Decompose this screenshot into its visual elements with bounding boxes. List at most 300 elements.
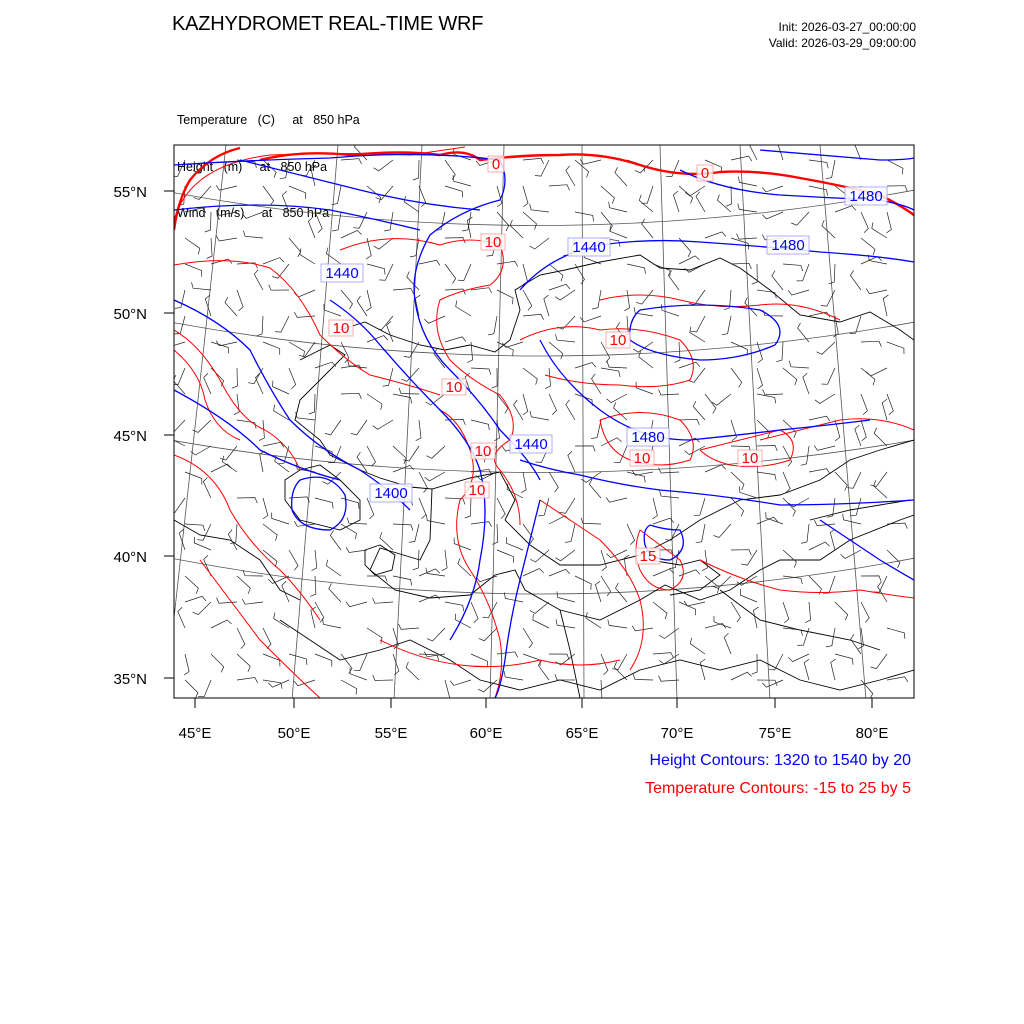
graticule [165, 145, 915, 700]
temperature-contours [174, 147, 914, 698]
wind-barb [462, 212, 471, 231]
wind-barb [399, 624, 420, 630]
wind-barb [275, 316, 289, 332]
wind-barb [367, 394, 382, 410]
wind-barb [835, 602, 848, 620]
wind-barb [289, 368, 296, 389]
wind-barb [685, 186, 705, 196]
wind-barb [738, 204, 757, 212]
wind-barb [610, 225, 627, 238]
wind-barb [237, 654, 250, 672]
field-height: Height (m) at 850 hPa [177, 159, 328, 174]
temperature-contour-label: 10 [741, 450, 759, 467]
wind-barb [409, 524, 419, 542]
wind-barb [614, 402, 627, 420]
wind-barb [749, 140, 757, 161]
wind-barb [809, 160, 828, 168]
wind-barb [263, 524, 277, 541]
wind-barb [801, 446, 809, 465]
wind-barb [185, 264, 202, 277]
wind-barb [854, 139, 861, 160]
wind-barb [225, 297, 237, 316]
wind-barb [731, 420, 737, 441]
wind-barb [178, 607, 185, 628]
wind-barb [456, 301, 471, 316]
wind-barb [822, 368, 836, 384]
wind-barb [757, 368, 763, 389]
wind-barb [601, 186, 614, 204]
wind-barb [184, 654, 189, 675]
wind-barb [887, 628, 905, 639]
wind-barb [679, 362, 700, 368]
wind-barb [738, 177, 757, 187]
wind-barb [272, 513, 290, 524]
lat-label: 35°N [113, 671, 147, 688]
wind-barb [684, 601, 705, 606]
wind-barb [627, 524, 635, 545]
wind-barb [393, 289, 414, 294]
wind-barb [726, 186, 732, 206]
wind-barb [861, 212, 868, 233]
lon-label: 45°E [178, 725, 212, 742]
wind-barb [374, 160, 393, 171]
wind-barb [419, 472, 427, 493]
wind-barb [533, 614, 549, 628]
wind-barb [850, 270, 861, 290]
lat-label: 40°N [113, 549, 147, 566]
wind-barb [282, 191, 289, 212]
wind-barb [874, 428, 887, 446]
wind-barb [425, 472, 445, 481]
wind-barb [804, 659, 809, 680]
wind-barb [530, 602, 549, 613]
wind-barb [373, 675, 393, 681]
wind-barb [580, 159, 601, 164]
wind-barb [753, 607, 758, 628]
wind-barb [826, 628, 835, 647]
wind-barb [783, 264, 803, 271]
wind-barb [427, 628, 445, 641]
lon-label: 65°E [565, 725, 599, 742]
wind-barb [601, 654, 608, 675]
wind-barb [606, 497, 627, 502]
wind-barb [379, 264, 393, 280]
wind-barb [257, 316, 264, 336]
wind-barb [668, 270, 679, 290]
wind-barb [366, 290, 371, 311]
wind-barb [263, 498, 268, 519]
wind-barb [675, 342, 681, 362]
wind-barb [380, 532, 393, 550]
wind-barb [514, 400, 523, 420]
wind-barb [776, 342, 783, 362]
wind-barb [757, 680, 777, 686]
wind-barb [627, 472, 645, 482]
wind-barb [861, 420, 866, 441]
wind-barb [346, 547, 367, 552]
wind-barb [523, 212, 537, 230]
wind-barb [607, 394, 627, 403]
wind-barb [341, 498, 359, 509]
wind-barb [887, 523, 907, 529]
wind-barb [465, 498, 471, 518]
temperature-contour-legend: Temperature Contours: -15 to 25 by 5 [645, 780, 911, 797]
wind-barb [332, 212, 341, 231]
wind-barb [315, 498, 333, 508]
wind-barb [544, 295, 549, 316]
wind-barb [549, 569, 570, 576]
wind-barb [731, 472, 744, 490]
wind-barb [204, 373, 211, 394]
wind-barb [289, 550, 298, 570]
wind-barb [185, 680, 198, 698]
height-contour-label: 1440 [514, 436, 548, 453]
wind-barb [653, 602, 667, 619]
wind-barb [636, 290, 653, 304]
lon-label: 50°E [277, 725, 311, 742]
wind-barb [762, 186, 783, 192]
wind-barb [724, 633, 731, 654]
wind-barb [632, 626, 653, 631]
wind-barb [406, 662, 419, 680]
wind-barb [829, 264, 835, 284]
wind-barb [294, 680, 315, 686]
wind-barb [169, 432, 185, 446]
wind-barb [861, 368, 875, 385]
wind-barb [714, 524, 732, 538]
wind-barb [404, 196, 419, 212]
wind-barb [809, 186, 828, 196]
wind-barb [565, 524, 575, 542]
wind-barb [341, 680, 357, 695]
wind-barb [523, 314, 544, 319]
wind-barb [185, 238, 200, 254]
wind-barb [312, 550, 317, 571]
wind-barb [523, 654, 540, 666]
wind-barb [549, 394, 557, 415]
wind-barb [232, 368, 238, 388]
wind-barb [442, 550, 447, 571]
wind-barb [783, 576, 802, 584]
wind-barb [575, 363, 596, 369]
wind-barb [690, 638, 705, 654]
wind-barb [861, 238, 875, 255]
wind-barb [416, 420, 421, 441]
wind-barb [814, 445, 835, 450]
wind-barb [471, 368, 491, 375]
wind-barb [523, 368, 537, 385]
wind-barb [445, 602, 464, 611]
wind-barb [521, 472, 526, 493]
wind-barb [731, 672, 752, 680]
wind-barb [591, 420, 601, 439]
wind-barb [642, 219, 653, 238]
wind-barb [722, 316, 731, 335]
wind-barb [887, 212, 892, 233]
wind-barb [211, 654, 224, 672]
wind-barb [861, 576, 881, 582]
wind-barb [315, 654, 332, 667]
wind-barb [636, 382, 653, 394]
wind-barb [175, 290, 185, 308]
wind-barb [185, 576, 198, 594]
wind-barb [641, 186, 653, 203]
boundaries [174, 255, 914, 698]
wind-barb [741, 550, 757, 565]
wind-barb [549, 342, 563, 359]
wind-barb [762, 680, 783, 687]
wind-barb [809, 469, 830, 474]
wind-barb [568, 451, 575, 472]
wind-barb [694, 498, 705, 516]
wind-barb [289, 238, 301, 257]
wind-barb [410, 238, 419, 257]
wind-barb [887, 186, 907, 192]
wind-barb [243, 231, 263, 238]
wind-barb [803, 373, 809, 394]
wind-barb [492, 524, 498, 544]
wind-barb [393, 446, 406, 464]
wind-barb [538, 660, 549, 680]
wind-barb [608, 620, 627, 628]
wind-barb [523, 628, 533, 648]
wind-barb [887, 394, 893, 415]
wind-barb [488, 316, 497, 335]
wind-barb [341, 290, 353, 309]
wind-barb [581, 518, 601, 524]
wind-barb [685, 446, 705, 455]
wind-barb [376, 316, 393, 330]
wind-barb [373, 598, 394, 603]
wind-barb [476, 576, 497, 582]
temperature-contour-label: 15 [639, 548, 657, 565]
valid-time: Valid: 2026-03-29_09:00:00 [768, 36, 916, 50]
lon-labels [179, 725, 889, 742]
wind-barb [353, 212, 367, 228]
wind-barb [752, 264, 758, 284]
wind-barb [887, 342, 904, 354]
wind-barb [492, 368, 498, 388]
wind-barb [355, 142, 368, 160]
wind-barb [757, 342, 763, 363]
wind-barb [549, 284, 570, 290]
wind-barb [269, 285, 289, 291]
wind-barb [783, 368, 797, 385]
wind-barb [712, 394, 731, 405]
wind-barb [566, 400, 575, 420]
wind-barb [783, 446, 792, 466]
wind-barb [731, 498, 744, 516]
wind-barb [198, 680, 211, 697]
wind-barb [653, 653, 674, 658]
wind-barb [453, 175, 471, 186]
wind-barb [237, 420, 256, 429]
wind-barb [788, 290, 809, 295]
wind-barb [263, 654, 280, 666]
wind-barb [510, 220, 523, 238]
wind-barb [831, 659, 836, 680]
height-contour-legend: Height Contours: 1320 to 1540 by 20 [649, 752, 911, 769]
wind-barb [700, 659, 705, 680]
wind-barb [237, 576, 250, 594]
height-contour-label: 1480 [771, 237, 805, 254]
wind-barb [866, 289, 887, 294]
wind-barb [376, 186, 393, 200]
wind-barb [502, 342, 523, 347]
wind-barb [809, 542, 830, 550]
lon-label: 55°E [374, 725, 408, 742]
wind-barb [326, 560, 341, 576]
wind-barb [696, 524, 705, 543]
wind-barb [185, 524, 205, 531]
wind-barb [791, 212, 809, 225]
wind-barb [367, 628, 382, 644]
wind-barb [769, 654, 783, 670]
wind-barb [815, 394, 835, 403]
wind-barb [419, 498, 426, 519]
wind-barb [530, 238, 549, 249]
height-contour-label: 1400 [374, 485, 408, 502]
wind-barb [861, 602, 869, 623]
wind-barb [871, 472, 888, 487]
wind-barb [294, 521, 315, 526]
wind-barb [191, 446, 211, 455]
wind-barb [851, 634, 861, 654]
wind-barb [497, 498, 505, 519]
wind-barb [263, 550, 277, 567]
wind-barb [555, 674, 575, 680]
wind-barb [242, 599, 263, 604]
wind-barb [445, 498, 465, 504]
wind-barb [216, 185, 237, 190]
wind-barb [556, 334, 576, 342]
lat-label: 45°N [113, 428, 147, 445]
wind-barb [580, 316, 601, 322]
wind-barb [789, 361, 809, 368]
wind-barb [549, 185, 570, 190]
wind-barb [341, 524, 356, 539]
wind-barb [454, 538, 471, 550]
wind-barb [426, 515, 445, 524]
wind-barb [883, 295, 888, 316]
wind-barb [717, 195, 731, 212]
wind-barb [300, 249, 315, 265]
chart-title: KAZHYDROMET REAL-TIME WRF [172, 13, 484, 35]
wind-barb [822, 220, 835, 238]
wind-barb [809, 416, 830, 421]
wind-barb [783, 550, 796, 568]
wind-barb [263, 258, 284, 264]
wind-barb [691, 316, 705, 332]
wind-barb [237, 678, 258, 683]
wind-barb [783, 498, 795, 517]
wind-barb [341, 393, 361, 399]
wind-barb [823, 576, 835, 593]
wind-barb [653, 518, 674, 524]
wind-barb [351, 420, 367, 435]
wind-barb [835, 654, 853, 665]
wind-barb [589, 479, 601, 498]
wind-barb [256, 373, 264, 394]
wind-barb [762, 212, 783, 219]
wind-barb [679, 256, 700, 264]
plot-frame [174, 145, 914, 698]
wind-barb [497, 290, 513, 304]
wind-barb [882, 399, 887, 420]
temperature-contour-label: 0 [491, 156, 501, 173]
wind-barb [373, 420, 393, 429]
wind-barb [311, 165, 316, 186]
wind-barb [627, 264, 646, 274]
wind-barb [653, 498, 658, 519]
temperature-contour-label: 10 [468, 482, 486, 499]
wind-barb [164, 342, 185, 347]
wind-barb [426, 394, 445, 405]
wind-barb [874, 480, 887, 498]
wind-barb [220, 446, 237, 460]
wind-barb [549, 472, 558, 492]
wind-barb [216, 210, 237, 215]
wind-barb [322, 618, 341, 628]
wind-barb [731, 342, 747, 355]
wind-barb [445, 337, 466, 342]
wind-barb [772, 271, 783, 290]
wind-barb [341, 159, 362, 164]
wind-barb [757, 394, 776, 403]
wind-barb [632, 470, 653, 475]
wind-barb [350, 668, 367, 680]
wind-barb [259, 420, 264, 441]
height-labels [321, 187, 887, 502]
lat-labels [113, 184, 147, 688]
wind-barb [535, 160, 549, 176]
wind-barb [866, 368, 887, 376]
lon-label: 70°E [660, 725, 694, 742]
wind-barb [615, 167, 627, 186]
wind-barb [471, 522, 492, 527]
wind-barb [497, 212, 509, 231]
wind-barb [274, 613, 289, 628]
wind-barb [713, 576, 731, 589]
wind-barb [387, 321, 393, 342]
wind-barb [731, 263, 751, 269]
wind-barb [185, 596, 206, 602]
wind-barb [237, 628, 245, 649]
wind-barb [872, 223, 887, 239]
wind-barb [330, 530, 341, 550]
wind-barb [809, 576, 822, 594]
height-contour-label: 1440 [572, 239, 606, 256]
wind-barb [523, 186, 528, 207]
wind-barb [445, 160, 455, 180]
wind-barb [523, 290, 532, 310]
wind-barb [757, 472, 776, 480]
wind-barb [861, 394, 867, 415]
wind-barb [479, 628, 497, 641]
wind-barb [783, 628, 803, 636]
wind-barb [841, 550, 862, 558]
wind-barb [601, 212, 612, 231]
wind-barb [211, 620, 232, 628]
wind-barb [592, 290, 601, 309]
wind-barb [556, 550, 576, 561]
height-contour-label: 1480 [631, 429, 665, 446]
wind-barb [289, 342, 305, 357]
lon-ticks [195, 698, 872, 708]
wind-barb [850, 498, 861, 516]
wind-barb [450, 680, 471, 685]
wind-barb [393, 576, 412, 586]
